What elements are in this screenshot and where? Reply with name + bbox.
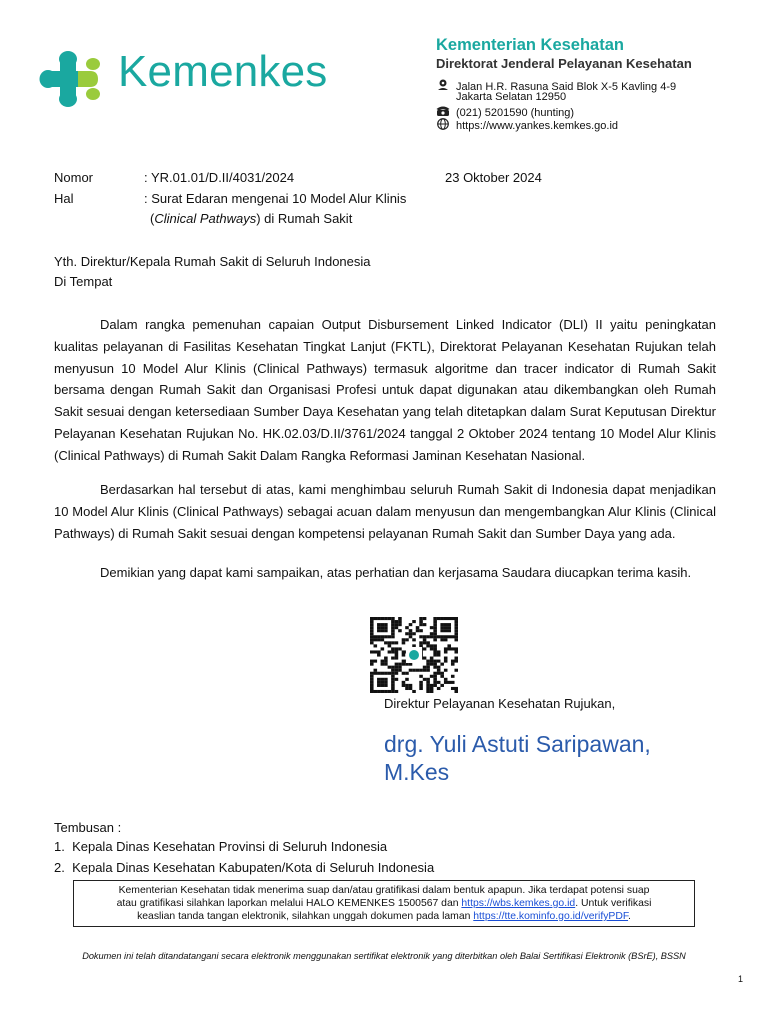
ministry-name: Kementerian Kesehatan bbox=[436, 36, 624, 54]
kemenkes-logo-icon bbox=[38, 48, 106, 110]
address-line-1: Jalan H.R. Rasuna Said Blok X-5 Kavling 4-9 bbox=[456, 81, 677, 93]
verify-pdf-link[interactable]: https://tte.kominfo.go.id/verifyPDF bbox=[473, 911, 629, 922]
globe-icon bbox=[436, 118, 450, 130]
signatory-title: Direktur Pelayanan Kesehatan Rujukan, bbox=[384, 696, 616, 711]
hal-label: Hal bbox=[54, 191, 74, 206]
letter-date: 23 Oktober 2024 bbox=[445, 170, 542, 185]
phone-icon bbox=[436, 105, 450, 117]
body-paragraph-1: Dalam rangka pemenuhan capaian Output Disbursement Linked Indicator (DLI) II yaitu peningkatan kualitas pelayanan di Fasilitas Kesehatan Tingkat Lanjut (FKTL), Direktorat Pelayanan Kesehatan Rujukan telah menyusun 10 Model Alur Klinis (Clinical Pathways) termasuk algoritme dan tracer indicator di Rumah Sakit bersama dengan Rumah Sakit dan Organisasi Profesi untuk dapat digunakan atau dikembangkan oleh Rumah Sakit sesuai dengan ketersediaan Sumber Daya Kesehatan yang telah ditetapkan dalam Surat Keputusan Direktur Pelayanan Kesehatan Rujukan No. HK.02.03/D.II/3761/2024 tanggal 2 Oktober 2024 tentang 10 Model Alur Klinis (Clinical Pathways) di Rumah Sakit Dalam Rangka Reformasi Jaminan Kesehatan Nasional. bbox=[54, 317, 716, 463]
address-line-2: Jakarta Selatan 12950 bbox=[456, 91, 567, 103]
recipient-place: Di Tempat bbox=[54, 274, 113, 289]
page-number: 1 bbox=[738, 974, 744, 984]
clinical-pathways-italic: Clinical Pathways bbox=[154, 211, 257, 226]
wbs-link[interactable]: https://wbs.kemkes.go.id bbox=[461, 898, 576, 909]
tembusan-label: Tembusan : bbox=[54, 820, 122, 835]
nomor-label: Nomor bbox=[54, 170, 94, 185]
esign-footer-note: Dokumen ini telah ditandatangani secara elektronik menggunakan sertifikat elektronik yang diterbitkan oleh Balai Sertifikasi Elektronik (BSrE), BSSN bbox=[82, 951, 686, 961]
phone-number: (021) 5201590 (hunting) bbox=[456, 107, 575, 119]
hal-value-line1: : Surat Edaran mengenai 10 Model Alur Klinis bbox=[144, 191, 407, 206]
body-paragraph-3: Demikian yang dapat kami sampaikan, atas perhatian dan kerjasama Saudara diucapkan terima kasih. bbox=[100, 565, 692, 580]
tembusan-item: 1. Kepala Dinas Kesehatan Provinsi di Seluruh Indonesia bbox=[54, 839, 388, 854]
recipient-line: Yth. Direktur/Kepala Rumah Sakit di Seluruh Indonesia bbox=[54, 254, 371, 269]
contact-phone bbox=[436, 105, 574, 119]
directorate-name: Direktorat Jenderal Pelayanan Kesehatan bbox=[436, 56, 692, 71]
logo-wordmark: Kemenkes bbox=[118, 47, 328, 96]
contact-website bbox=[436, 118, 618, 132]
hal-value-line2: (Clinical Pathways) di Rumah Sakit bbox=[150, 211, 353, 226]
tembusan-item: 2. Kepala Dinas Kesehatan Kabupaten/Kota di Seluruh Indonesia bbox=[54, 860, 435, 875]
qr-code-icon bbox=[370, 617, 458, 693]
anti-bribery-notice: Kementerian Kesehatan tidak menerima suap dan/atau gratifikasi dalam bentuk apapun. Jika terdapat potensi suap atau gratifikasi silahkan laporkan melalui HALO KEMENKES 1500567 dan https://wbs.kemkes.go.id. Untuk verifikasi keaslian tanda tangan elektronik, silahkan unggah dokumen pada laman https://tte.kominfo.go.id/verifyPDF. bbox=[73, 880, 695, 927]
website-url[interactable]: https://www.yankes.kemkes.go.id bbox=[456, 120, 619, 132]
signatory-name: drg. Yuli Astuti Saripawan, M.Kes bbox=[384, 731, 651, 785]
body-paragraph-2: Berdasarkan hal tersebut di atas, kami menghimbau seluruh Rumah Sakit di Indonesia dapat menjadikan 10 Model Alur Klinis (Clinical Pathways) sebagai acuan dalam menyusun dan mengembangkan Alur Klinis (Clinical Pathways) di Rumah Sakit sesuai dengan kompetensi pelayanan Rumah Sakit dan Sumber Daya yang ada. bbox=[54, 482, 716, 541]
nomor-value: : YR.01.01/D.II/4031/2024 bbox=[144, 170, 295, 185]
location-icon bbox=[436, 79, 450, 91]
